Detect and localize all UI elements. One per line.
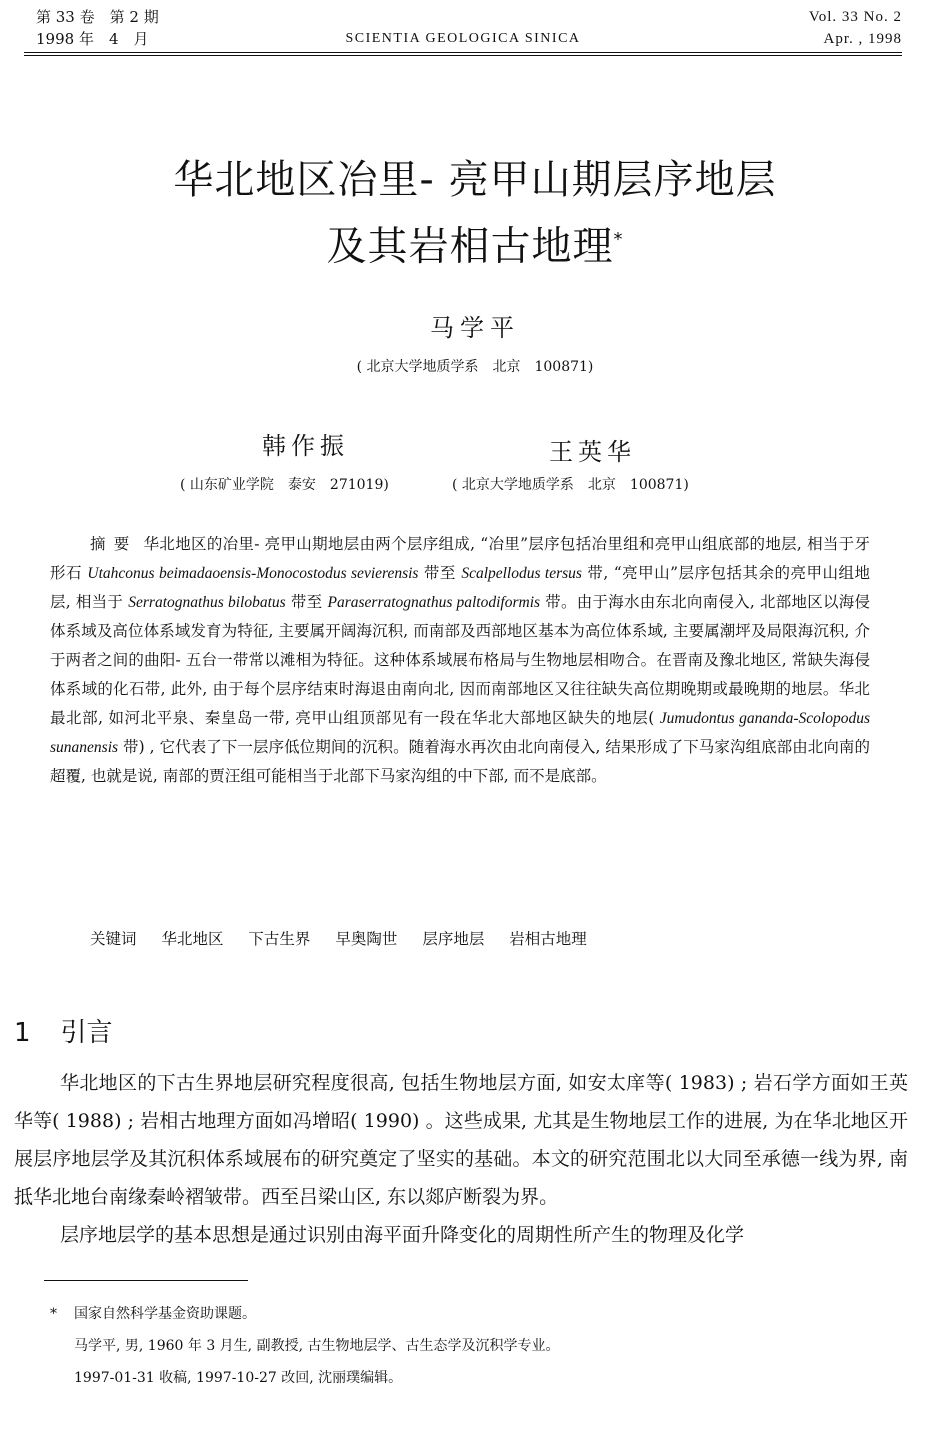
species-name: Utahconus beimadaoensis-Monocostodus sevierensis <box>87 565 419 582</box>
author-second: 韩作振 <box>262 432 349 460</box>
affiliation-first: ( 北京大学地质学系 北京 100871) <box>356 359 594 375</box>
body-text <box>14 1064 908 1254</box>
species-name: Jumudontus gananda-Scolopodus sunanensis <box>50 710 871 756</box>
header-right <box>809 6 902 50</box>
keywords <box>90 927 607 951</box>
section-number: 1 <box>14 1018 31 1048</box>
footnotes <box>50 1298 560 1394</box>
title-line-1: 华北地区冶里- 亮甲山期层序地层 <box>173 157 777 203</box>
header-divider <box>24 52 902 53</box>
section-heading <box>14 1012 113 1049</box>
species-name: Scalpellodus tersus <box>461 565 582 582</box>
journal-name: SCIENTIA GEOLOGICA SINICA <box>345 31 581 46</box>
footnote-mark: * <box>50 1306 57 1322</box>
header-divider-secondary <box>24 55 902 56</box>
section-title-text: 引言 <box>60 1018 113 1048</box>
keyword: 岩相古地理 <box>509 930 587 948</box>
keywords-label: 关键词 <box>90 930 137 948</box>
title-line-2: 及其岩相古地理* <box>326 223 624 270</box>
title-footnote-mark: * <box>613 229 624 250</box>
author-third: 王英华 <box>549 438 636 466</box>
keyword: 层序地层 <box>422 930 485 948</box>
paragraph: 层序地层学的基本思想是通过识别由海平面升降变化的周期性所产生的物理及化学 <box>60 1224 745 1246</box>
date-cn: 1998 年 4 月 <box>36 30 149 48</box>
author-first: 马学平 <box>430 314 520 342</box>
species-name: Paraserratognathus paltodiformis <box>327 594 541 611</box>
affiliation-second: ( 山东矿业学院 泰安 271019) <box>180 477 389 493</box>
volume-issue-cn: 第 33 卷 第 2 期 <box>36 8 159 26</box>
footnote-divider <box>44 1280 248 1281</box>
abstract: 摘要 华北地区的冶里- 亮甲山期地层由两个层序组成, “冶里”层序包括冶里组和亮甲山组底部的地层, 相当于牙形石 Utahconus beimadaoensis-Monocostodus sevierensis 带至 Scalpellodus tersus 带, “亮甲山”层序包括其余的亮甲山组地层, 相当于 Serratognathus bilobatus 带至 Paraserratognathus paltodiformis 带。由于海水由东北向南侵入, 北部地区以海侵体系域及高位体系域发育为特征, 主要属开阔海沉积, 而南部及西部地区基本为高位体系域, 主要属潮坪及局限海沉积, 介于两者之间的曲阳- 五台一带常以滩相为特征。这种体系域展布格局与生物地层相吻合。在晋南及豫北地区, 常缺失海侵体系域的化石带, 此外, 由于每个层序结束时海退由南向北, 因而南部地区又往往缺失高位期晚期或最晚期的地层。华北最北部, 如河北平泉、秦皇岛一带, 亮甲山组顶部见有一段在华北大部地区缺失的地层( Jumudontus gananda-Scolopodus sunanensis 带) , 它代表了下一层序低位期间的沉积。随着海水再次由北向南侵入, 结果形成了下马家沟组底部由北向南的超覆, 也就是说, 南部的贾汪组可能相当于北部下马家沟组的中下部, 而不是底部。 <box>50 535 871 785</box>
affiliation-third: ( 北京大学地质学系 北京 100871) <box>452 477 689 493</box>
paper-title <box>0 150 950 276</box>
abstract-label: 摘要 <box>90 535 138 553</box>
running-header <box>24 6 902 54</box>
keyword: 早奥陶世 <box>335 930 398 948</box>
footnote-fund: * 国家自然科学基金资助课题。 <box>50 1298 560 1330</box>
species-name: Serratognathus bilobatus <box>128 594 286 611</box>
keyword: 华北地区 <box>161 930 224 948</box>
footnote-bio: 马学平, 男, 1960 年 3 月生, 副教授, 古生物地层学、古生态学及沉积学专业。 <box>74 1338 560 1354</box>
keyword: 下古生界 <box>248 930 311 948</box>
date-en: Apr. , 1998 <box>823 31 902 47</box>
paragraph: 华北地区的下古生界地层研究程度很高, 包括生物地层方面, 如安太庠等( 1983) ; 岩石学方面如王英华等( 1988) ; 岩相古地理方面如冯增昭( 1990) 。这些成果, 尤其是生物地层工作的进展, 为在华北地区开展层序地层学及其沉积体系域展布的研究奠定了坚实的基础。本文的研究范围北以大同至承德一线为界, 南抵华北地台南缘秦岭褶皱带。西至吕梁山区, 东以郯庐断裂为界。 <box>14 1072 908 1208</box>
volume-issue-en: Vol. 33 No. 2 <box>808 9 902 25</box>
footnote-dates: 1997-01-31 收稿, 1997-10-27 改回, 沈丽璞编辑。 <box>74 1370 403 1386</box>
